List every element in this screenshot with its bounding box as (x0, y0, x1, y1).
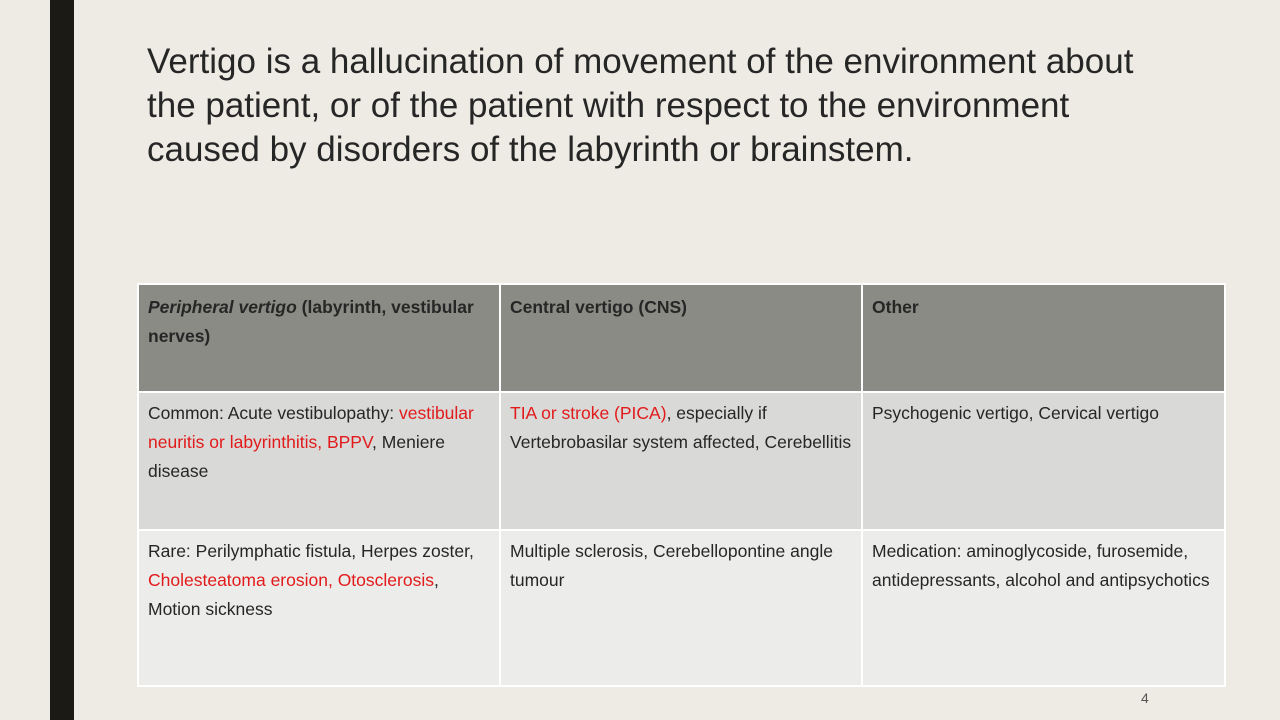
header-peripheral-rest: (labyrinth, vestibular nerves) (148, 297, 474, 346)
rare-peripheral-text-end: , Motion sickness (148, 570, 439, 619)
common-central-text: , especially if Vertebrobasilar system affected, Cerebellitis (510, 403, 852, 452)
common-peripheral-highlight: vestibular neuritis or labyrinthitis, BPPV (148, 403, 474, 452)
cell-common-peripheral (138, 392, 500, 530)
table-row-rare (138, 530, 1225, 686)
cell-rare-central: Multiple sclerosis, Cerebellopontine angle tumour (500, 530, 862, 686)
cell-rare-peripheral (138, 530, 500, 686)
header-central-vertigo: Central vertigo (CNS) (500, 284, 862, 392)
common-peripheral-text: Common: Acute vestibulopathy: (148, 403, 399, 423)
header-peripheral-italic: Peripheral vertigo (148, 297, 297, 317)
page-number: 4 (1141, 690, 1149, 706)
vertigo-classification-table (137, 283, 1226, 687)
decorative-side-bar (50, 0, 74, 720)
table-row-common (138, 392, 1225, 530)
header-peripheral-vertigo (138, 284, 500, 392)
cell-common-other: Psychogenic vertigo, Cervical vertigo (862, 392, 1225, 530)
cell-common-central (500, 392, 862, 530)
table-header-row (138, 284, 1225, 392)
header-other: Other (862, 284, 1225, 392)
common-central-highlight: TIA or stroke (PICA) (510, 403, 667, 423)
common-peripheral-text-end: , Meniere disease (148, 432, 445, 481)
rare-peripheral-highlight: Cholesteatoma erosion, Otosclerosis (148, 570, 434, 590)
cell-rare-other: Medication: aminoglycoside, furosemide, antidepressants, alcohol and antipsychotics (862, 530, 1225, 686)
slide-title: Vertigo is a hallucination of movement of the environment about the patient, or of the patient with respect to the environment caused by disorders of the labyrinth or brainstem. (147, 42, 1134, 169)
rare-peripheral-text: Rare: Perilymphatic fistula, Herpes zoster, (148, 541, 474, 561)
